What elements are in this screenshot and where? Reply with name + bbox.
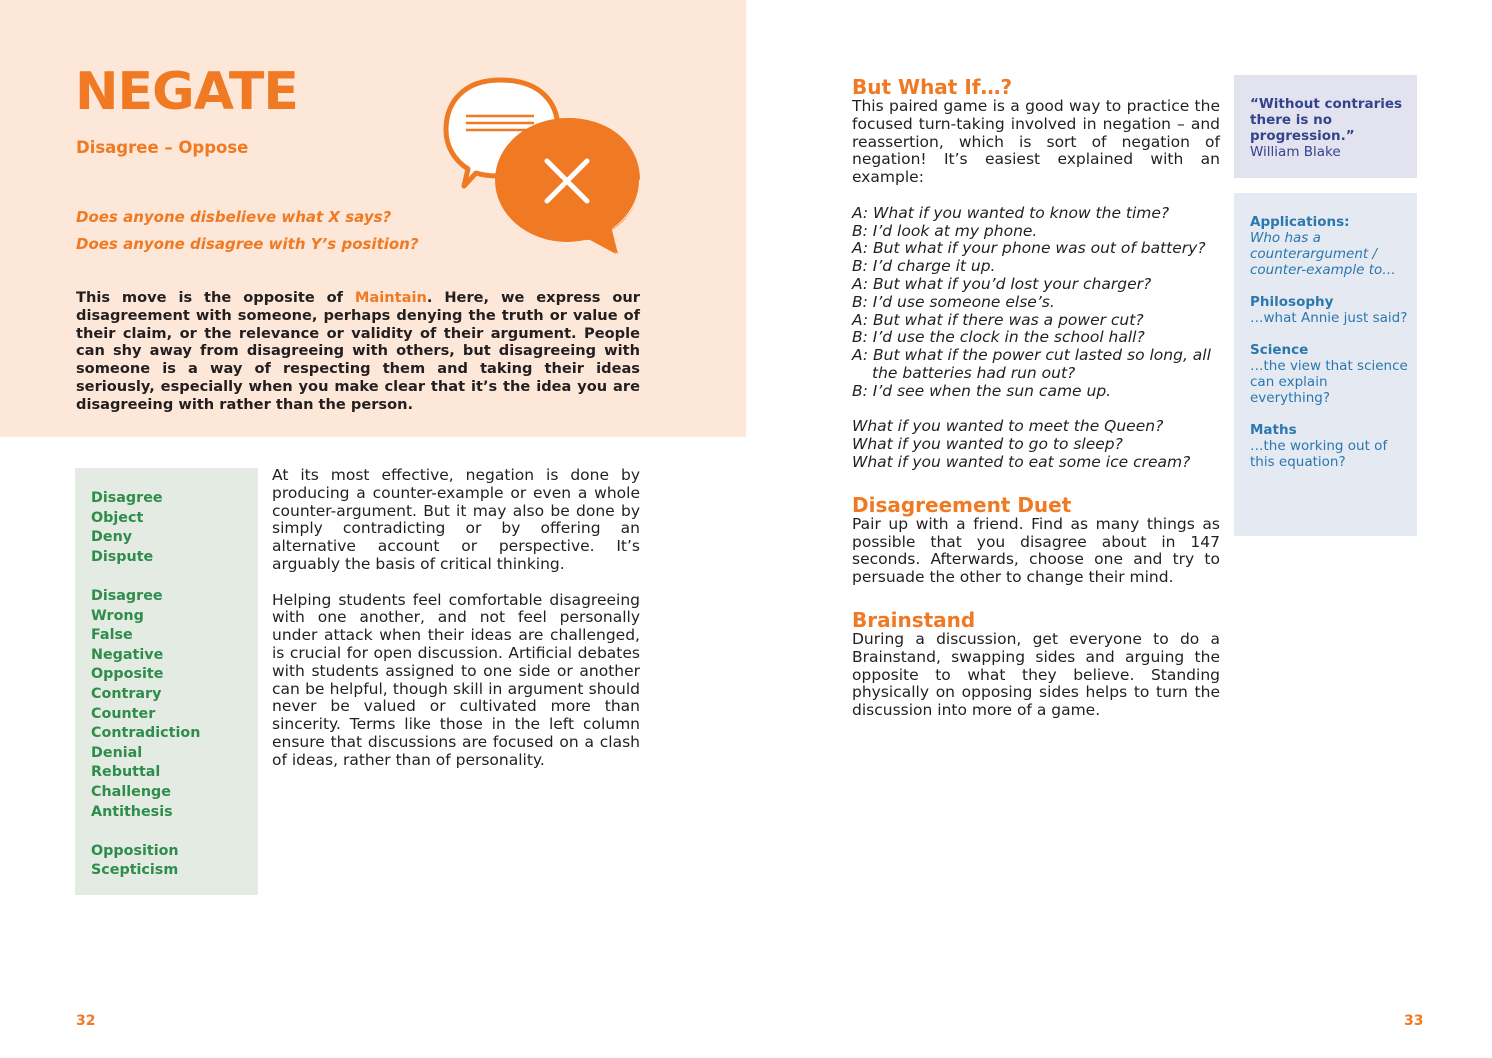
applications-lead: Who has a counterargument / counter-example to… xyxy=(1250,230,1396,278)
page-number-left: 32 xyxy=(76,1013,96,1029)
term-group xyxy=(91,489,258,567)
term-item: Contradiction xyxy=(91,725,201,742)
application-text: …what Annie just said? xyxy=(1250,310,1408,326)
term-item: Rebuttal xyxy=(91,764,161,781)
term-item: Object xyxy=(91,509,144,526)
prompt-questions xyxy=(76,204,456,258)
games-column xyxy=(852,76,1220,720)
example-dialog xyxy=(852,205,1220,401)
dialog-line: A: But what if the power cut lasted so long, all xyxy=(852,346,1211,365)
page-subtitle: Disagree – Oppose xyxy=(76,138,249,157)
intro-highlight-maintain: Maintain xyxy=(354,289,427,306)
term-item: Challenge xyxy=(91,783,171,800)
intro-text-after: . Here, we express our disagreement with someone, perhaps denying the truth or value of their claim, or the relevance or validity of their argument. People can shy away from disagreeing with others, but disagreeing with someone is a way of respecting them and taking their ideas seriously, especially when you make clear that it’s the idea you are disagreeing with rather than the person. xyxy=(76,289,640,413)
application-item xyxy=(1250,294,1409,326)
term-item: Antithesis xyxy=(91,803,173,820)
dialog-line: B: I’d use the clock in the school hall? xyxy=(852,328,1145,347)
left-body-text xyxy=(272,467,640,787)
dialog-line: A: But what if your phone was out of battery? xyxy=(852,239,1206,258)
term-item: Negative xyxy=(91,646,164,663)
terms-sidebar xyxy=(75,468,258,895)
game-heading: Brainstand xyxy=(852,607,976,632)
term-item: Counter xyxy=(91,705,156,722)
term-group xyxy=(91,842,258,881)
term-item: Disagree xyxy=(91,490,163,506)
term-item: Wrong xyxy=(91,607,144,624)
application-item xyxy=(1250,342,1409,406)
quote-box xyxy=(1234,75,1417,178)
game-heading: But What If…? xyxy=(852,75,1013,99)
applications-intro xyxy=(1250,214,1409,278)
term-group xyxy=(91,587,258,822)
prompt-line: What if you wanted to go to sleep? xyxy=(852,435,1123,454)
application-text: …the view that science can explain everything? xyxy=(1250,358,1408,406)
term-item: Disagree xyxy=(91,587,163,604)
prompt-line: What if you wanted to meet the Queen? xyxy=(852,417,1164,436)
intro-paragraph xyxy=(76,289,640,414)
page-number-right: 33 xyxy=(1404,1013,1424,1029)
applications-heading: Applications: xyxy=(1250,214,1350,230)
application-subject: Philosophy xyxy=(1250,294,1334,310)
dialog-line: A: What if you wanted to know the time? xyxy=(852,203,1170,222)
dialog-line: A: But what if there was a power cut? xyxy=(852,310,1144,329)
game-heading: Disagreement Duet xyxy=(852,492,1072,517)
dialog-line: B: I’d use someone else’s. xyxy=(852,292,1055,311)
body-paragraph: Helping students feel comfortable disagreeing with one another, and not feel personally under attack when their ideas are challenged, is crucial for open discussion. Artificial debates with students assigned to one side or another can be helpful, though skill in argument should never be valued or cultivated more than sincerity. Terms like those in the left column ensure that discussions are focused on a clash of ideas, rather than of personality. xyxy=(272,590,640,769)
page-title: NEGATE xyxy=(75,62,298,122)
term-item: Contrary xyxy=(91,685,162,702)
application-subject: Maths xyxy=(1250,422,1297,438)
term-item: Denial xyxy=(91,744,143,761)
quote-text: “Without contraries there is no progression.” xyxy=(1250,96,1403,144)
applications-box xyxy=(1234,193,1417,536)
term-item: Opposition xyxy=(91,842,179,859)
extra-prompts xyxy=(852,418,1220,471)
prompt-question: Does anyone disbelieve what X says? xyxy=(76,208,392,226)
dialog-line: B: I’d look at my phone. xyxy=(852,221,1038,240)
dialog-line: the batteries had run out? xyxy=(872,363,1076,382)
body-paragraph: At its most effective, negation is done by producing a counter-example or even a whole counter-argument. But it may also be done by simply contradicting or by offering an alternative account or perspective. It’s arguably the basis of critical thinking. xyxy=(272,466,640,573)
game-text: Pair up with a friend. Find as many things as possible that you disagree about in 147 seconds. Afterwards, choose one and try to persuade the other to change their mind. xyxy=(852,514,1220,587)
application-subject: Science xyxy=(1250,342,1309,358)
quote-author: William Blake xyxy=(1250,144,1341,160)
prompt-question: Does anyone disagree with Y’s position? xyxy=(76,235,419,253)
term-item: Scepticism xyxy=(91,862,179,879)
term-item: Deny xyxy=(91,529,133,546)
term-item: False xyxy=(91,627,133,644)
application-item xyxy=(1250,422,1409,470)
dialog-line: B: I’d charge it up. xyxy=(852,257,996,276)
prompt-line: What if you wanted to eat some ice cream? xyxy=(852,452,1191,471)
game-text: During a discussion, get everyone to do a Brainstand, swapping sides and arguing the opposite to what they believe. Standing physically on opposing sides helps to turn the discussion into more of a game. xyxy=(852,629,1220,720)
term-item: Dispute xyxy=(91,548,154,565)
intro-text-before: This move is the opposite of xyxy=(76,289,355,306)
term-item: Opposite xyxy=(91,666,164,683)
dialog-line: B: I’d see when the sun came up. xyxy=(852,381,1112,400)
game-intro: This paired game is a good way to practice the focused turn-taking involved in negation – and reassertion, which is sort of negation of negation! It’s easiest explained with an example: xyxy=(852,97,1220,187)
speech-bubbles-x-icon xyxy=(440,72,650,258)
dialog-line: A: But what if you’d lost your charger? xyxy=(852,274,1152,293)
application-text: …the working out of this equation? xyxy=(1250,438,1388,470)
